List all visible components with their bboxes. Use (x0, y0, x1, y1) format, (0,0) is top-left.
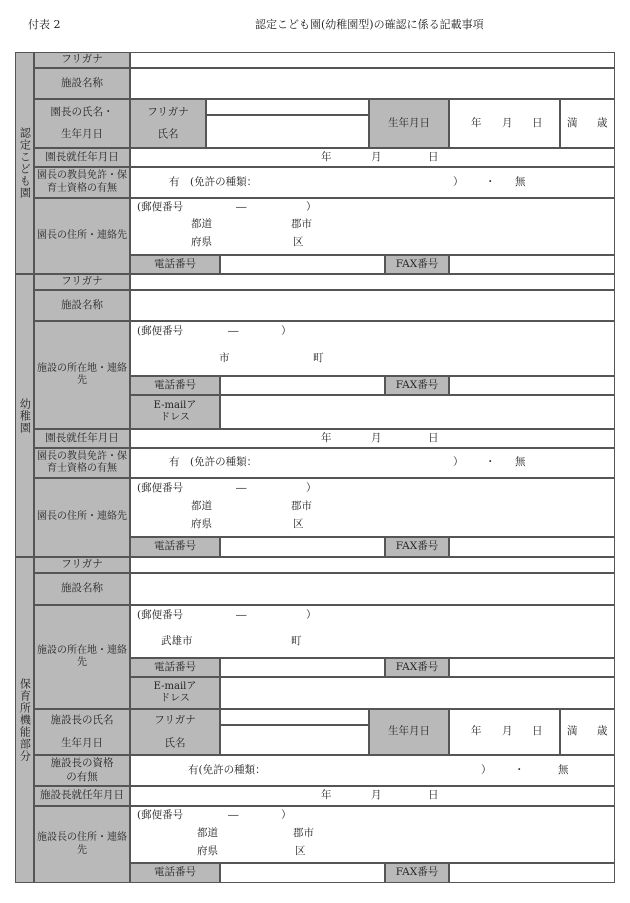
year-text: 年 (321, 431, 332, 444)
dash-text: ― (236, 609, 247, 621)
head-qualification-label: 施設長の資格の有無 (34, 755, 130, 786)
location-field[interactable] (130, 605, 615, 658)
name-text: 氏名 (164, 737, 186, 749)
none-text: 無 (515, 175, 526, 188)
year-text: 年 (321, 150, 332, 163)
director-license-label: 園長の教員免許・保育士資格の有無 (34, 448, 130, 478)
paren-text: ） (481, 763, 492, 776)
director-furigana-field[interactable] (206, 99, 369, 115)
facility-name-field[interactable] (130, 573, 615, 605)
director-address-field[interactable] (130, 198, 615, 255)
furigana-name-label (130, 709, 220, 755)
birth-date-label: 生年月日 (369, 709, 449, 755)
phone-label: 電話番号 (130, 537, 220, 557)
phone-field[interactable] (220, 658, 385, 677)
location-label: 施設の所在地・連絡先 (34, 605, 130, 709)
none-text: 無 (515, 456, 526, 469)
postal-close-text: ） (306, 201, 317, 213)
phone-label: 電話番号 (130, 863, 220, 883)
appendix-label: 付表 2 (28, 18, 61, 31)
month-text: 月 (502, 116, 513, 129)
fuken-text: 府県 (191, 518, 212, 530)
phone-field[interactable] (220, 255, 385, 274)
birth-date-field[interactable] (449, 709, 560, 755)
month-text: 月 (371, 431, 382, 444)
furigana-text: フリガナ (154, 713, 196, 726)
postal-text: (郵便番号 (137, 325, 184, 337)
dash-text: ― (236, 482, 247, 494)
day-text: 日 (428, 789, 439, 802)
head-address-field[interactable] (130, 806, 615, 863)
license-yes-text: 有 (免許の種類： (169, 456, 258, 469)
furigana-label: フリガナ (34, 52, 130, 68)
director-start-field[interactable] (130, 148, 615, 167)
form-title: 認定こども園(幼稚園型)の確認に係る記載事項 (255, 18, 484, 31)
dot-text: ・ (485, 175, 496, 188)
location-field[interactable] (130, 321, 615, 376)
postal-text: (郵便番号 (137, 201, 184, 213)
head-qualification-field[interactable] (130, 755, 615, 786)
fax-label: FAX番号 (385, 255, 449, 274)
postal-close-text: ） (306, 482, 317, 494)
director-address-field[interactable] (130, 478, 615, 537)
fax-label: FAX番号 (385, 863, 449, 883)
postal-text: (郵便番号 (137, 609, 184, 621)
fuken-text: 府県 (191, 236, 212, 248)
dot-text: ・ (514, 763, 525, 776)
day-text: 日 (428, 431, 439, 444)
todo-text: 都道 (191, 218, 212, 230)
postal-text: (郵便番号 (137, 482, 184, 494)
director-name-label (34, 99, 130, 148)
fax-field[interactable] (449, 255, 615, 274)
age-text: 歳 (597, 725, 608, 738)
location-label: 施設の所在地・連絡先 (34, 321, 130, 429)
fax-label: FAX番号 (385, 537, 449, 557)
phone-label: 電話番号 (130, 658, 220, 677)
postal-close-text: ） (306, 609, 317, 621)
fax-field[interactable] (449, 658, 615, 677)
month-text: 月 (371, 150, 382, 163)
director-name-field[interactable] (206, 115, 369, 148)
city-name-text: 武雄市 (161, 635, 193, 647)
form-table (15, 52, 615, 883)
month-text: 月 (502, 725, 513, 738)
day-text: 日 (532, 725, 543, 738)
paren-text: ） (453, 175, 464, 188)
facility-name-label: 施設名称 (34, 290, 130, 321)
section-kodomoen: 認定こども園 (15, 52, 34, 274)
phone-label: 電話番号 (130, 376, 220, 395)
gunshi-text: 郡市 (293, 827, 314, 839)
birth-date-text: 生年月日 (61, 127, 103, 140)
gunshi-text: 郡市 (291, 218, 312, 230)
postal-text: (郵便番号 (137, 809, 184, 821)
section-kindergarten: 幼稚園 (15, 274, 34, 557)
furigana-label: フリガナ (34, 557, 130, 573)
head-name-field[interactable] (220, 725, 369, 755)
birth-date-label: 生年月日 (369, 99, 449, 148)
director-license-field[interactable] (130, 448, 615, 478)
todo-text: 都道 (191, 500, 212, 512)
email-label: E-mailアドレス (130, 395, 220, 429)
birth-date-field[interactable] (449, 99, 560, 148)
director-address-label: 園長の住所・連絡先 (34, 198, 130, 274)
city-text: 市 (219, 352, 230, 364)
email-field[interactable] (220, 395, 615, 429)
paren-text: ） (453, 456, 464, 469)
todo-text: 都道 (197, 827, 218, 839)
furigana-text: フリガナ (147, 106, 189, 119)
facility-name-field[interactable] (130, 290, 615, 321)
age-field[interactable] (560, 709, 615, 755)
furigana-label: フリガナ (34, 274, 130, 290)
fuken-text: 府県 (197, 845, 218, 857)
license-yes-text: 有 (免許の種類： (169, 175, 258, 188)
town-text: 町 (291, 635, 302, 647)
section-nursery: 保育所機能部分 (15, 557, 34, 883)
director-start-label: 園長就任年月日 (34, 148, 130, 167)
head-name-label (34, 709, 130, 755)
year-text: 年 (471, 725, 482, 738)
head-furigana-field[interactable] (220, 709, 369, 725)
phone-field[interactable] (220, 863, 385, 883)
postal-close-text: ） (281, 809, 292, 821)
postal-close-text: ） (281, 325, 292, 337)
head-name-text: 施設長の氏名 (50, 713, 114, 726)
phone-field[interactable] (220, 537, 385, 557)
full-age-text: 満 (567, 116, 578, 129)
director-address-label: 園長の住所・連絡先 (34, 478, 130, 557)
fax-field[interactable] (449, 863, 615, 883)
head-address-label: 施設長の住所・連絡先 (34, 806, 130, 883)
head-start-field[interactable] (130, 786, 615, 806)
ku-text: 区 (293, 518, 304, 530)
facility-name-field[interactable] (130, 68, 615, 99)
fax-label: FAX番号 (385, 658, 449, 677)
year-text: 年 (321, 789, 332, 802)
fax-field[interactable] (449, 376, 615, 395)
email-field[interactable] (220, 677, 615, 709)
facility-name-label: 施設名称 (34, 68, 130, 99)
month-text: 月 (371, 789, 382, 802)
full-age-text: 満 (567, 725, 578, 738)
furigana-field[interactable] (130, 274, 615, 290)
head-start-label: 施設長就任年月日 (34, 786, 130, 806)
name-text: 氏名 (157, 127, 179, 140)
day-text: 日 (428, 150, 439, 163)
furigana-field[interactable] (130, 557, 615, 573)
gunshi-text: 郡市 (291, 500, 312, 512)
facility-name-label: 施設名称 (34, 573, 130, 605)
dot-text: ・ (485, 456, 496, 469)
director-start-field[interactable] (130, 429, 615, 448)
fax-field[interactable] (449, 537, 615, 557)
day-text: 日 (532, 116, 543, 129)
town-text: 町 (313, 352, 324, 364)
fax-label: FAX番号 (385, 376, 449, 395)
director-name-text: 園長の氏名・ (50, 106, 114, 119)
director-license-label: 園長の教員免許・保育士資格の有無 (34, 167, 130, 198)
dash-text: ― (228, 809, 239, 821)
director-start-label: 園長就任年月日 (34, 429, 130, 448)
age-text: 歳 (597, 116, 608, 129)
furigana-field[interactable] (130, 52, 615, 68)
phone-field[interactable] (220, 376, 385, 395)
license-yes-text: 有(免許の種類： (188, 763, 266, 776)
age-field[interactable] (560, 99, 615, 148)
director-license-field[interactable] (130, 167, 615, 198)
email-label: E-mailアドレス (130, 677, 220, 709)
phone-label: 電話番号 (130, 255, 220, 274)
year-text: 年 (471, 116, 482, 129)
furigana-name-label (130, 99, 206, 148)
dash-text: ― (236, 201, 247, 213)
dash-text: ― (228, 325, 239, 337)
ku-text: 区 (293, 236, 304, 248)
ku-text: 区 (295, 845, 306, 857)
birth-date-text: 生年月日 (61, 737, 103, 749)
none-text: 無 (558, 763, 569, 776)
